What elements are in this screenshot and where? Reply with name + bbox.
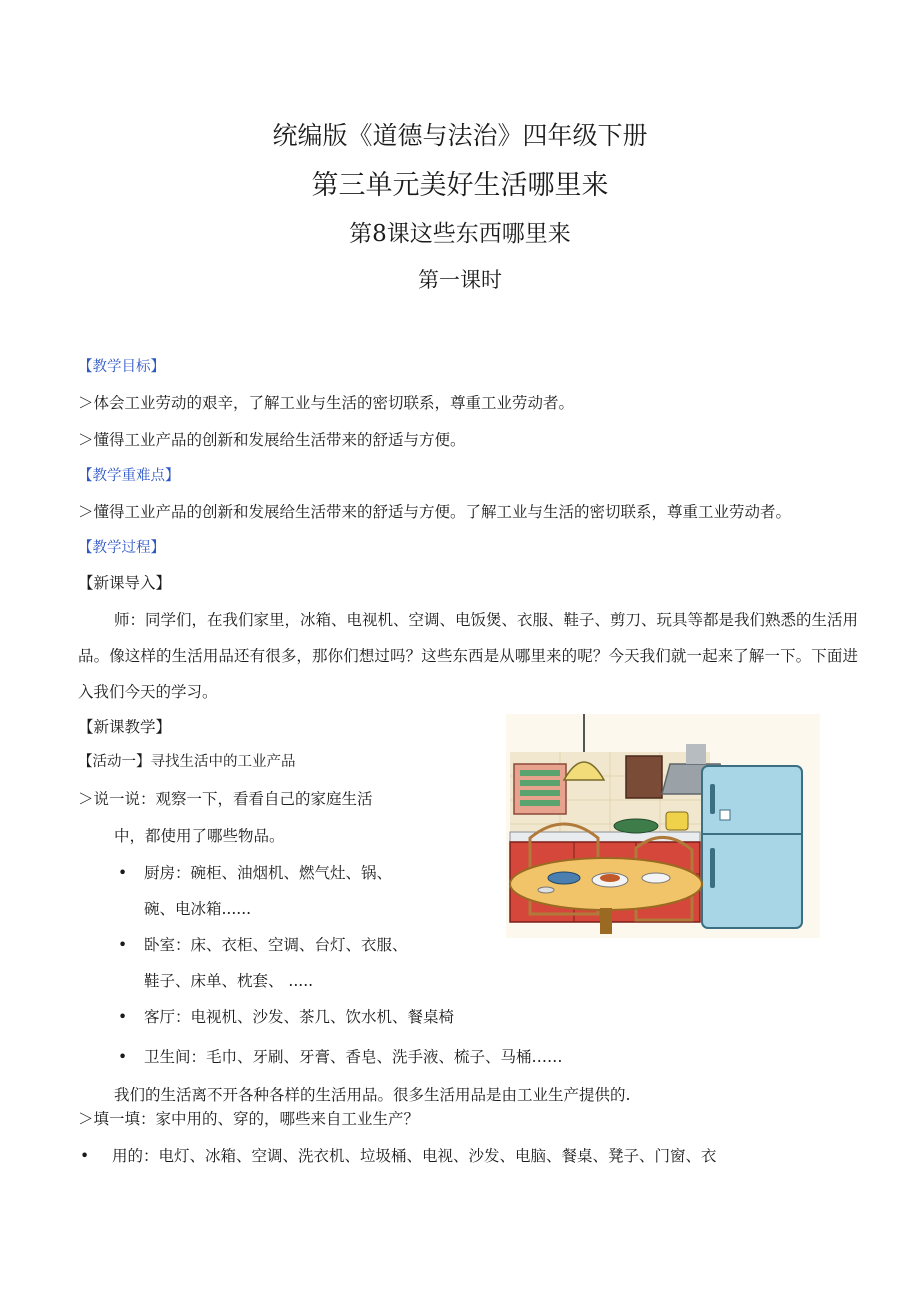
bullet-bedroom-cont: 鞋子、床单、枕套、 .....	[144, 972, 314, 990]
lesson-title: 第8课这些东西哪里来	[349, 221, 571, 247]
kitchen-illustration	[506, 714, 820, 938]
activity1-heading: 【活动一】寻找生活中的工业产品	[78, 754, 296, 770]
bullet-icon: •	[80, 1147, 90, 1165]
intro-paragraph: 师：同学们，在我们家里，冰箱、电视机、空调、电饭煲、衣服、鞋子、剪刀、玩具等都是我们熟悉的生活用品。像这样的生活用品还有很多，那你们想过吗？这些东西是从哪里来的呢？今天我们就一起来了解一下。下面进入我们今天的学习。	[78, 611, 859, 701]
fill-prompt: ＞填一填：家中用的、穿的，哪些来自工业生产？	[78, 1110, 420, 1128]
wok	[614, 819, 658, 833]
objective-item: ＞懂得工业产品的创新和发展给生活带来的舒适与方便。	[78, 431, 466, 449]
bullet-icon: •	[118, 1048, 128, 1066]
objectives-heading: 【教学目标】	[78, 359, 165, 375]
bullet-living-room	[118, 1006, 454, 1028]
wall-cabinet	[626, 756, 662, 798]
fridge-handle	[710, 784, 715, 814]
bullet-icon: •	[118, 936, 128, 954]
unit-title: 第三单元美好生活哪里来	[311, 170, 609, 201]
objective-item: ＞体会工业劳动的艰辛，了解工业与生活的密切联系，尊重工业劳动者。	[78, 394, 575, 412]
bullet-text: 客厅：电视机、沙发、茶几、饮水机、餐桌椅	[144, 1008, 455, 1026]
bullet-text: 卫生间：毛巾、牙刷、牙膏、香皂、洗手液、梳子、马桶……	[144, 1048, 563, 1066]
intro-heading: 【新课导入】	[78, 574, 172, 592]
bullet-bedroom	[118, 934, 408, 956]
bullet-text: 用的：电灯、冰箱、空调、洗衣机、垃圾桶、电视、沙发、电脑、餐桌、凳子、门窗、衣	[112, 1147, 717, 1165]
bullet-bathroom	[118, 1046, 563, 1068]
bullet-kitchen-cont: 碗、电冰箱......	[144, 900, 252, 918]
bowl	[548, 872, 580, 884]
key-points-text: ＞懂得工业产品的创新和发展给生活带来的舒适与方便。了解工业与生活的密切联系，尊重工业劳动者。	[78, 503, 792, 521]
book-title: 统编版《道德与法治》四年级下册	[272, 121, 648, 150]
bullet-text: 卧室：床、衣柜、空调、台灯、衣服、	[144, 936, 408, 954]
period-title: 第一课时	[418, 268, 502, 292]
bullet-kitchen	[118, 862, 392, 884]
pot	[666, 812, 688, 830]
say-prompt-line1: ＞说一说：观察一下，看看自己的家庭生活	[78, 790, 373, 808]
fridge-note	[720, 810, 730, 820]
bullet-icon: •	[118, 864, 128, 882]
refrigerator	[702, 766, 802, 928]
process-heading: 【教学过程】	[78, 540, 165, 556]
key-points-heading: 【教学重难点】	[78, 468, 180, 484]
say-prompt-line2: 中，都使用了哪些物品。	[114, 827, 285, 845]
bullet-text: 厨房：碗柜、油烟机、燃气灶、锅、	[144, 864, 393, 882]
teaching-heading: 【新课教学】	[78, 718, 172, 736]
fill-used-line	[80, 1145, 717, 1167]
summary-text: 我们的生活离不开各种各样的生活用品。很多生活用品是由工业生产提供的.	[114, 1086, 631, 1104]
bullet-icon: •	[118, 1008, 128, 1026]
plate-stack	[520, 770, 560, 776]
